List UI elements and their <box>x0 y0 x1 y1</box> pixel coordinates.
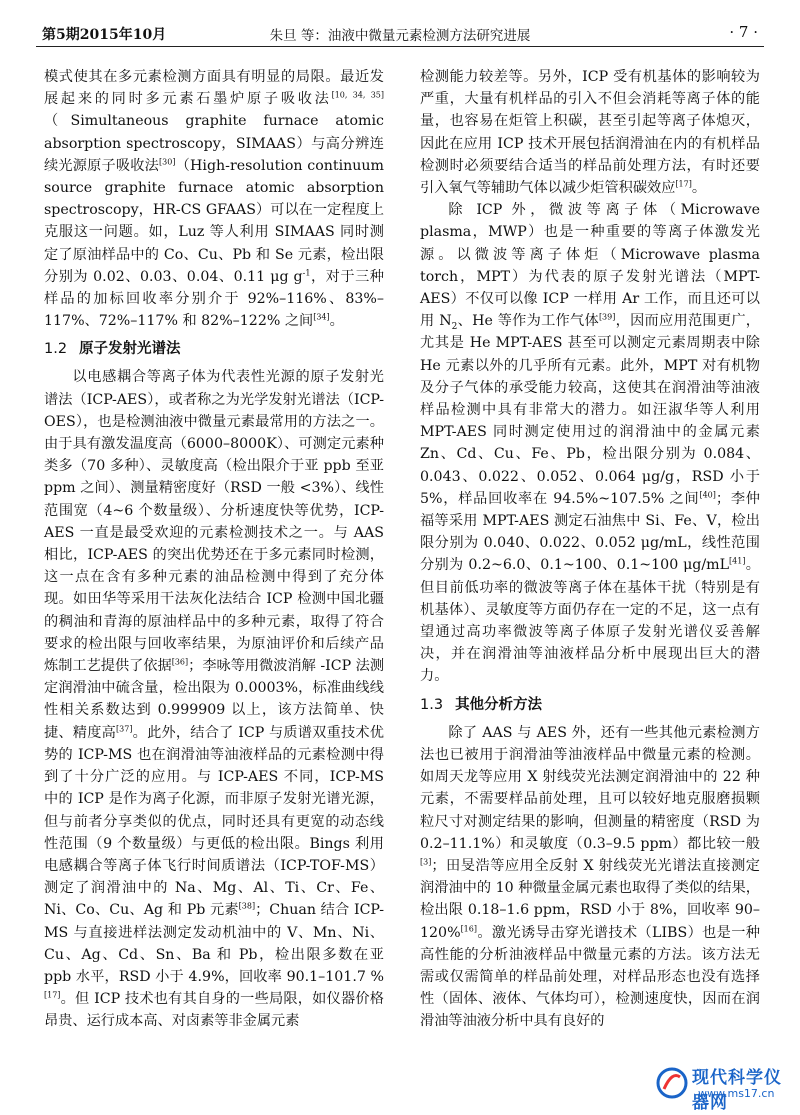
paragraph-mwp: 除 ICP 外，微波等离子体（Microwave plasma，MWP）也是一种重要的等离子体激发光源。以微波等离子体炬（Microwave plasma torch，MPT）为代表的原子发射光谱法（MPT-AES）不仅可以像 ICP 一样用 Ar 工作，而且还可以用 $N_2$、He 等作为工作气体[39]，因而应用范围更广，尤其是 He MPT-AES 甚至可以测定元素周期表中除 He 元素以外的几乎所有元素。此外，MPT 对有机物及分子气体的承受能力较高，这使其在润滑油等油液样品检测中具有非常大的潜力。如汪淑华等人利用 MPT-AES 同时测定使用过的润滑油中的金属元素 Zn、Cd、Cu、Fe、Pb，检出限分别为 0.084、0.043、0.022、0.052、0.064 μg/g，RSD 小于 5%，样品回收率在 94.5%~107.5% 之间[40]；李仲福等采用 MPT-AES 测定石油焦中 Si、Fe、V，检出限分别为 0.040、0.022、0.052 μg/mL，线性范围分别为 0.2~6.0、0.1~100、0.1~100 μg/mL[41]。但目前低功率的微波等离子体在基体干扰（特别是有机基体）、灵敏度等方面仍存在一定的不足，这一点有望通过高功率微波等离子体原子发射光谱仪妥善解决，并在润滑油等油液样品分析中展现出巨大的潜力。 <box>420 202 760 685</box>
issue-info: 第5期2015年10月 <box>42 27 167 43</box>
watermark-url: www.ms17.cn <box>698 1087 775 1100</box>
page-number: · 7 · <box>729 23 758 41</box>
paragraph-simaas: 模式使其在多元素检测方面具有明显的局限。最近发展起来的同时多元素石墨炉原子吸收法[10, 34, 35]（Simultaneous graphite furnace atomic absorption spectroscopy，SIMAAS）与高分辨连续光源原子吸收法[30]（High-resolution continuum source graphite furnace atomic absorption spectroscopy，HR-CS GFAAS）可以在一定程度上克服这一问题。如，Luz 等人利用 SIMAAS 同时测定了原油样品中的 Co、Cu、Pb 和 Se 元素，检出限分别为 0.02、0.03、0.04、0.11 μg $g^{-1}$，对于三种样品的加标回收率分别介于 92%–116%、83%–117%、72%–117% 和 82%–122% 之间[34]。 <box>44 69 384 330</box>
left-column <box>44 66 384 1033</box>
watermark-text: 现代科学仪器网 <box>692 1068 782 1113</box>
running-header <box>36 16 764 47</box>
right-column <box>420 66 760 1033</box>
site-watermark <box>654 1059 794 1113</box>
section-heading-1-3: 1.3 其他分析方法 <box>420 696 543 713</box>
paragraph-icp-limits: 检测能力较差等。另外，ICP 受有机基体的影响较为严重，大量有机样品的引入不但会消耗等离子体的能量，也容易在炬管上积碳，甚至引起等离子体熄灭，因此在应用 ICP 技术开展包括润滑油在内的有机样品检测时必须要结合适当的样品前处理方法，有时还要引入氧气等辅助气体以减少炬管积碳效应[17]。 <box>420 69 760 197</box>
paragraph-other-methods: 除了 AAS 与 AES 外，还有一些其他元素检测方法也已被用于润滑油等油液样品中微量元素的检测。如周天龙等应用 X 射线荧光法测定润滑油中的 22 种元素，不需要样品前处理，且可以较好地克服磨损颗粒尺寸对测定结果的影响，但测量的精密度（RSD 为 0.2–11.1%）和灵敏度（0.3–9.5 ppm）都比较一般[3]；田旻浩等应用全反射 X 射线荧光光谱法直接测定润滑油中的 10 种微量金属元素也取得了类似的结果，检出限 0.18–1.6 ppm，RSD 小于 8%，回收率 90–120%[16]。激光诱导击穿光谱技术（LIBS）也是一种高性能的分析油液样品中微量元素的方法。该方法无需或仅需简单的样品前处理，对样品形态也没有选择性（固体、液体、气体均可），检测速度快，因而在润滑油等油液分析中具有良好的 <box>420 724 760 1030</box>
article-running-title: 朱旦 等：油液中微量元素检测方法研究进展 <box>269 28 531 44</box>
paragraph-icp-aes: 以电感耦合等离子体为代表性光源的原子发射光谱法（ICP-AES），或者称之为光学发射光谱法（ICP-OES），也是检测油液中微量元素最常用的方法之一。由于具有激发温度高（6000–8000K）、可测定元素种类多（70 多种）、灵敏度高（检出限介于亚 ppb 至亚 ppm 之间）、测量精密度好（RSD 一般 <3%）、线性范围宽（4~6 个数量级）、分析速度快等优势，ICP-AES 一直是最受欢迎的元素检测技术之一。与 AAS 相比，ICP-AES 的突出优势还在于多元素同时检测，这一点在含有多种元素的油品检测中得到了充分体现。如田华等采用干法灰化法结合 ICP 检测中国北疆的稠油和青海的原油样品中的多种元素，取得了符合要求的检出限与回收率结果，为原油评价和后续产品炼制工艺提供了依据[36]；李咏等用微波消解 -ICP 法测定润滑油中硫含量，检出限为 0.0003%，标准曲线线性相关系数达到 0.999909 以上，该方法简单、快捷、精度高[37]。此外，结合了 ICP 与质谱双重技术优势的 ICP-MS 也在润滑油等油液样品的元素检测中得到了十分广泛的应用。与 ICP-AES 不同，ICP-MS 中的 ICP 是作为离子化源，而非原子发射光谱光源，但与前者分享类似的优点，同时还具有更宽的动态线性范围（9 个数量级）与更低的检出限。Bings 利用电感耦合等离子体飞行时间质谱法（ICP-TOF-MS）测定了润滑油中的 Na、Mg、Al、Ti、Cr、Fe、Ni、Co、Cu、Ag 和 Pb 元素[38]；Chuan 结合 ICP-MS 与直接进样法测定发动机油中的 V、Mn、Ni、Cu、Ag、Cd、Sn、Ba 和 Pb，检出限多数在亚 ppb 水平，RSD 小于 4.9%，回收率 90.1–101.7 %[17]。但 ICP 技术也有其自身的一些局限，如仪器价格昂贵、运行成本高、对卤素等非金属元素 <box>44 369 385 1030</box>
section-heading-1-2: 1.2 原子发射光谱法 <box>44 341 181 358</box>
watermark-logo-icon <box>654 1063 690 1103</box>
